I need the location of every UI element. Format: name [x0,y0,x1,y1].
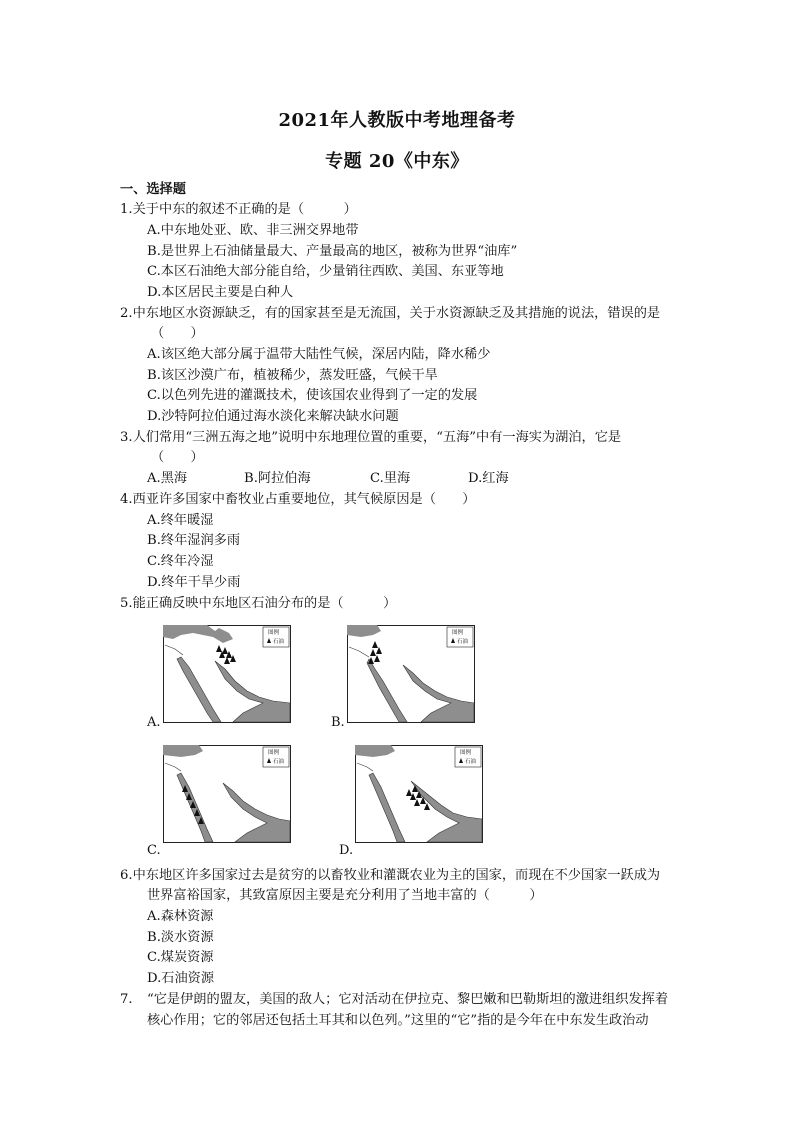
svg-text:图例: 图例 [452,630,464,636]
svg-text:石油: 石油 [465,759,477,765]
question-3-option-c: C.里海 [370,471,411,486]
question-2-option-a: A.该区绝大部分属于温带大陆性气候，深居内陆，降水稀少 [147,347,491,362]
question-1-option-b: B.是世界上石油储量最大、产量最高的地区，被称为世界“油库” [147,244,518,259]
question-6-option-d: D.石油资源 [147,971,215,986]
map-option-b[interactable] [347,625,475,723]
question-6-stem-continued: 世界富裕国家，其致富原因主要是充分利用了当地丰富的（ ） [147,888,543,903]
svg-text:石油: 石油 [273,759,285,765]
section-heading: 一、选择题 [120,182,186,197]
question-6-option-a: A.森林资源 [147,909,214,924]
document-title: 2021年人教版中考地理备考 [278,110,516,131]
question-5-stem: 5.能正确反映中东地区石油分布的是（ ） [120,596,397,611]
map-option-d[interactable] [355,745,483,843]
question-3-stem: 3.人们常用“三洲五海之地”说明中东地理位置的重要，“五海”中有一海实为湖泊，它是 [120,430,622,445]
question-1-option-a: A.中东地处亚、欧、非三洲交界地带 [147,223,359,238]
map-b-letter: B. [331,715,345,730]
map-a-letter: A. [147,715,161,730]
map-d-letter: D. [339,843,354,858]
map-option-c[interactable] [163,745,291,843]
question-4-option-a: A.终年暖湿 [147,513,214,528]
question-6-option-c: C.煤炭资源 [147,950,214,965]
question-1-option-d: D.本区居民主要是白种人 [147,285,294,300]
question-3-options-row [147,469,567,489]
question-6-option-b: B.淡水资源 [147,930,214,945]
svg-text:图例: 图例 [460,750,472,756]
svg-text:石油: 石油 [273,639,285,645]
svg-text:图例: 图例 [268,630,280,636]
question-3-option-d: D.红海 [468,471,509,486]
svg-text:图例: 图例 [268,750,280,756]
svg-text:石油: 石油 [457,639,469,645]
question-4-option-b: B.终年湿润多雨 [147,533,241,548]
question-4-option-d: D.终年干旱少雨 [147,575,241,590]
question-3-stem-continued: （ ） [151,450,204,465]
question-2-option-b: B.该区沙漠广布，植被稀少，蒸发旺盛，气候干旱 [147,368,438,383]
question-7-stem-continued: 核心作用；它的邻居还包括土耳其和以色列。”这里的“它”指的是今年在中东发生政治动 [147,1013,649,1028]
map-option-a[interactable] [163,625,291,723]
map-c-letter: C. [147,843,161,858]
question-7-stem: “它是伊朗的盟友，美国的敌人；它对活动在伊拉克、黎巴嫩和巴勒斯坦的激进组织发挥着 [147,992,669,1007]
question-2-stem-continued: （ ） [151,326,204,341]
question-1-stem: 1.关于中东的叙述不正确的是（ ） [120,202,357,217]
document-subtitle: 专题 20《中东》 [325,151,469,172]
question-4-option-c: C.终年冷湿 [147,554,214,569]
question-2-option-d: D.沙特阿拉伯通过海水淡化来解决缺水问题 [147,409,399,424]
question-2-stem: 2.中东地区水资源缺乏，有的国家甚至是无流国，关于水资源缺乏及其措施的说法，错误的是 [120,306,661,321]
question-7-number: 7. [120,992,133,1007]
question-2-option-c: C.以色列先进的灌溉技术，使该国农业得到了一定的发展 [147,388,478,403]
question-1-option-c: C.本区石油绝大部分能自给，少量销往西欧、美国、东亚等地 [147,264,504,279]
question-3-option-b: B.阿拉伯海 [244,471,311,486]
question-6-stem: 6.中东地区许多国家过去是贫穷的以畜牧业和灌溉农业为主的国家，而现在不少国家一跃成为 [120,868,661,883]
question-3-option-a: A.黑海 [147,471,188,486]
question-4-stem: 4.西亚许多国家中畜牧业占重要地位，其气候原因是（ ） [120,492,476,507]
